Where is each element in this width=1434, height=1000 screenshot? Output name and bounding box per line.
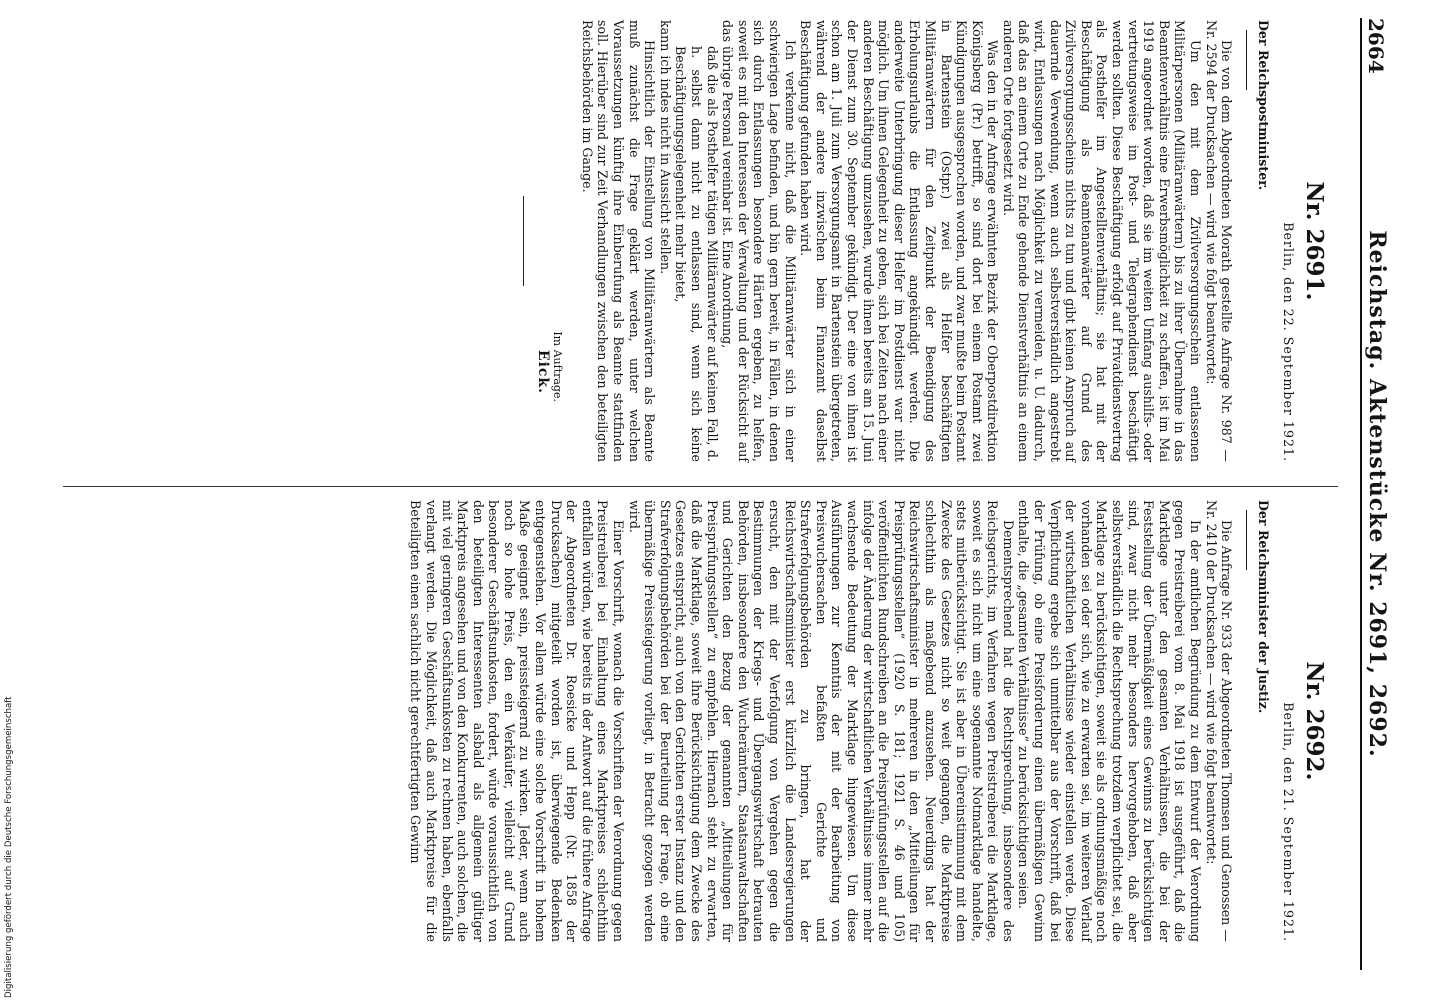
signature-line: Im Auftrage.	[551, 331, 565, 402]
body-paragraph: Um den mit dem Zivilversorgungsschein entlassenen Militärpersonen (Militäranwärtern) bis zu ihrer Übernahme in das Beamtenverhältnis eine Erwerbsmöglichkeit zu schaffen, ist im Mai 1919 angeordnet worden, daß sie im weiten Umfang aushilfs- oder vertretungsweise im Post- und Telegraphendienst beschäftigt werden sollten. Diese Beschäftigung erfolgt auf Privatdienstvertrag als Posthelfer im Angestelltenverhältnis; sie hat mit der Beschäftigung als Beamtenanwärter auf Grund des Zivilversorgungsscheins nichts zu tun und gibt keinen Anspruch auf dauernde Verwendung, wenn auch selbstverständlich angestrebt wird, Entlassungen nach Möglichkeit zu vermeiden, u. U. dadurch, daß das an einem Orte zu Ende gehende Dienstverhältnis an einem anderen Orte fortgesetzt wird.	[1000, 20, 1204, 462]
column-divider	[63, 486, 1338, 487]
body-paragraph: Hinsichtlich der Einstellung von Militäranwärtern als Beamte muß zunächst die Frage geklärt werden, unter welchen Voraussetzungen künftig ihre Einberufung als Beamte stattfinden soll. Hierüber sind zur Zeit Verhandlungen zwischen den beteiligten Reichsbehörden im Gange.	[579, 20, 658, 462]
left-column	[513, 20, 1338, 462]
body-paragraph: kann ich indes nicht in Aussicht stellen.	[657, 20, 673, 275]
end-divider	[523, 196, 524, 286]
page-number: 2664	[1364, 18, 1388, 74]
signature-name: Eick.	[534, 349, 551, 394]
intro-paragraph: Die Anfrage Nr. 933 der Abgeordneten Thomsen und Genossen — Nr. 2410 der Drucksachen — wird wie folgt beantwortet:	[1203, 500, 1235, 942]
body-paragraph: Dementsprechend hat die Rechtsprechung, insbesondere des Reichsgerichts, im Verfahren wegen Preistreiberei die Marktlage, soweit es sich nicht um eine sogenannte Notmarktlage handelte, stets mitberücksichtigt. Sie ist aber in Übereinstimmung mit dem Zwecke des Gesetzes nicht so weit gegangen, die Marktpreise schlechthin als maßgebend anzusehen. Neuerdings hat der Reichswirtschaftsminister in mehreren in den „Mitteilungen für Preisprüfungsstellen“ (1920 S. 181; 1921 S. 46 und 105) veröffentlichten Rundschreiben an die Preisprüfungsstellen auf die infolge der Änderung der wirtschaftlichen Verhältnisse immer mehr wachsende Bedeutung der Marktlage hingewiesen. Um diese Ausführungen zur Kenntnis der mit der Bearbeitung von Preiswuchersachen befaßten Gerichte und Strafverfolgungsbehörden zu bringen, hat der Reichswirtschaftsminister erst kürzlich die Landesregierungen ersucht, den mit der Verfolgung von Vergehen gegen die Bestimmungen der Kriegs- und Übergangswirtschaft betrauten Behörden, insbesondere den Wucherämtern, Staatsanwaltschaften und Gerichten den Bezug der genannten „Mitteilungen für Preisprüfungsstellen“ zu empfehlen. Hiernach steht zu erwarten, daß die Marktlage, soweit ihre Berücksichtigung dem Zwecke des Gesetzes entspricht, auch von den Gerichten erster Instanz und den Strafverfolgungsbehörden bei der Beurteilung der Frage, ob eine übermäßige Preissteigerung vorliegt, in Betracht gezogen werden wird.	[626, 500, 1016, 942]
document-number: Nr. 2692.	[1301, 661, 1328, 781]
rotated-document-page	[10, 0, 1400, 990]
section-heading: Der Reichsminister der Justiz.	[1255, 500, 1271, 714]
running-title: Reichstag. Aktenstücke Nr. 2691, 2692.	[1364, 230, 1390, 758]
body-paragraph: In der amtlichen Begründung zu dem Entwurf der Verordnung gegen Preistreiberei vom 8. Mai 1918 ist ausgeführt, daß die Marktlage unter den gesamten Verhältnissen, die bei der Feststellung der Übermäßigkeit eines Gewinns zu berücksichtigen sind, zwar nicht mehr besonders hervorgehoben, daß aber selbstverständlich die Rechtsprechung trotzdem verpflichtet sei, die Marktlage zu berücksichtigen, soweit sie als ordnungsmäßige noch vorhanden sei oder sich, wie zu erwarten sei, im weiteren Verlauf der wirtschaftlichen Verhältnisse wieder einstellen werde. Diese Verpflichtung ergebe sich unmittelbar aus der Vorschrift, daß bei der Prüfung, ob eine Preisforderung einen übermäßigen Gewinn enthalte, die „gesamten Verhältnisse“ zu berücksichtigen seien.	[1016, 500, 1204, 942]
document-date: Berlin, den 22. September 1921.	[1281, 222, 1297, 462]
section-heading: Der Reichspostminister.	[1255, 20, 1271, 191]
credit-text: Digitalisierung gefördert durch die Deutsche Forschungsgemeinschaft	[4, 696, 14, 998]
body-paragraph: Ich verkenne nicht, daß die Militäranwärter sich in einer schwierigen Lage befinden, und bin gern bereit, in Fällen, in denen sich durch Entlassungen besondere Härten ergeben, zu helfen, soweit es mit den Interessen der Verwaltung und der Rücksicht auf das übrige Personal vereinbar ist. Eine Anordnung,	[720, 20, 798, 462]
document-date: Berlin, den 21. September 1921.	[1281, 702, 1297, 942]
page-header	[1360, 18, 1392, 970]
section-divider	[1246, 30, 1247, 90]
right-column	[408, 500, 1338, 942]
section-divider	[1246, 510, 1247, 570]
quoted-passage: daß die als Posthelfer tätigen Militäranwärter auf keinen Fall, d. h. selbst dann nicht zu entlassen sind, wenn sich keine Beschäftigungsgelegenheit mehr bietet,	[673, 46, 720, 462]
document-number: Nr. 2691.	[1301, 181, 1328, 301]
body-paragraph: Einer Vorschrift, wonach die Vorschriften der Verordnung gegen Preistreiberei bei Einhaltung eines Marktpreises schlechthin entfallen würden, wie bereits in der Antwort auf die frühere Anfrage der Abgeordneten Dr. Roesicke und Hepp (Nr. 1858 der Drucksachen) mitgeteilt worden ist, überwiegende Bedenken entgegenstehen. Vor allem würde eine solche Vorschrift in hohem Maße geeignet sein, preissteigernd zu wirken. Jeder, wenn auch noch so hohe Preis, den ein Verkäufer, vielleicht auf Grund besonderer Geschäftsunkosten, fordert, würde voraussichtlich von den beteiligten Interessenten alsbald als allgemein gültiger Marktpreis angesehen und von den Konkurrenten, auch solchen, die mit viel geringeren Geschäftsunkosten zu rechnen haben, ebenfalls verlangt werden. Die Möglichkeit, daß auch Marktpreise für die Beteiligten einen sachlich nicht gerechtfertigten Gewinn	[408, 500, 627, 942]
body-paragraph: Was den in der Anfrage erwähnten Bezirk der Oberpostdirektion Königsberg (Pr.) betrifft, so sind dort bei einem Postamt zwei Kündigungen ausgesprochen worden, und zwar mußte beim Postamt in Bartenstein (Ostpr.) zwei als Helfer beschäftigten Militäranwärtern für den Zeitpunkt der Beendigung des Erholungsurlaubs die Entlassung angekündigt werden. Die anderweite Unterbringung dieser Helfer im Postdienst war nicht möglich. Um ihnen Gelegenheit zu geben, sich bei Zeiten nach einer anderen Beschäftigung umzusehen, wurde ihnen bereits am 15. Juni der Dienst zum 30. September gekündigt. Der eine von ihnen ist schon am 1. Juli zum Versorgungsamt in Bartenstein übergetreten, während der andere inzwischen beim Finanzamt daselbst Beschäftigung gefunden haben wird.	[798, 20, 1001, 462]
digitization-credit	[4, 610, 16, 1000]
intro-paragraph: Die von dem Abgeordneten Morath gestellte Anfrage Nr. 987 — Nr. 2594 der Drucksachen — wird wie folgt beantwortet:	[1203, 20, 1235, 462]
